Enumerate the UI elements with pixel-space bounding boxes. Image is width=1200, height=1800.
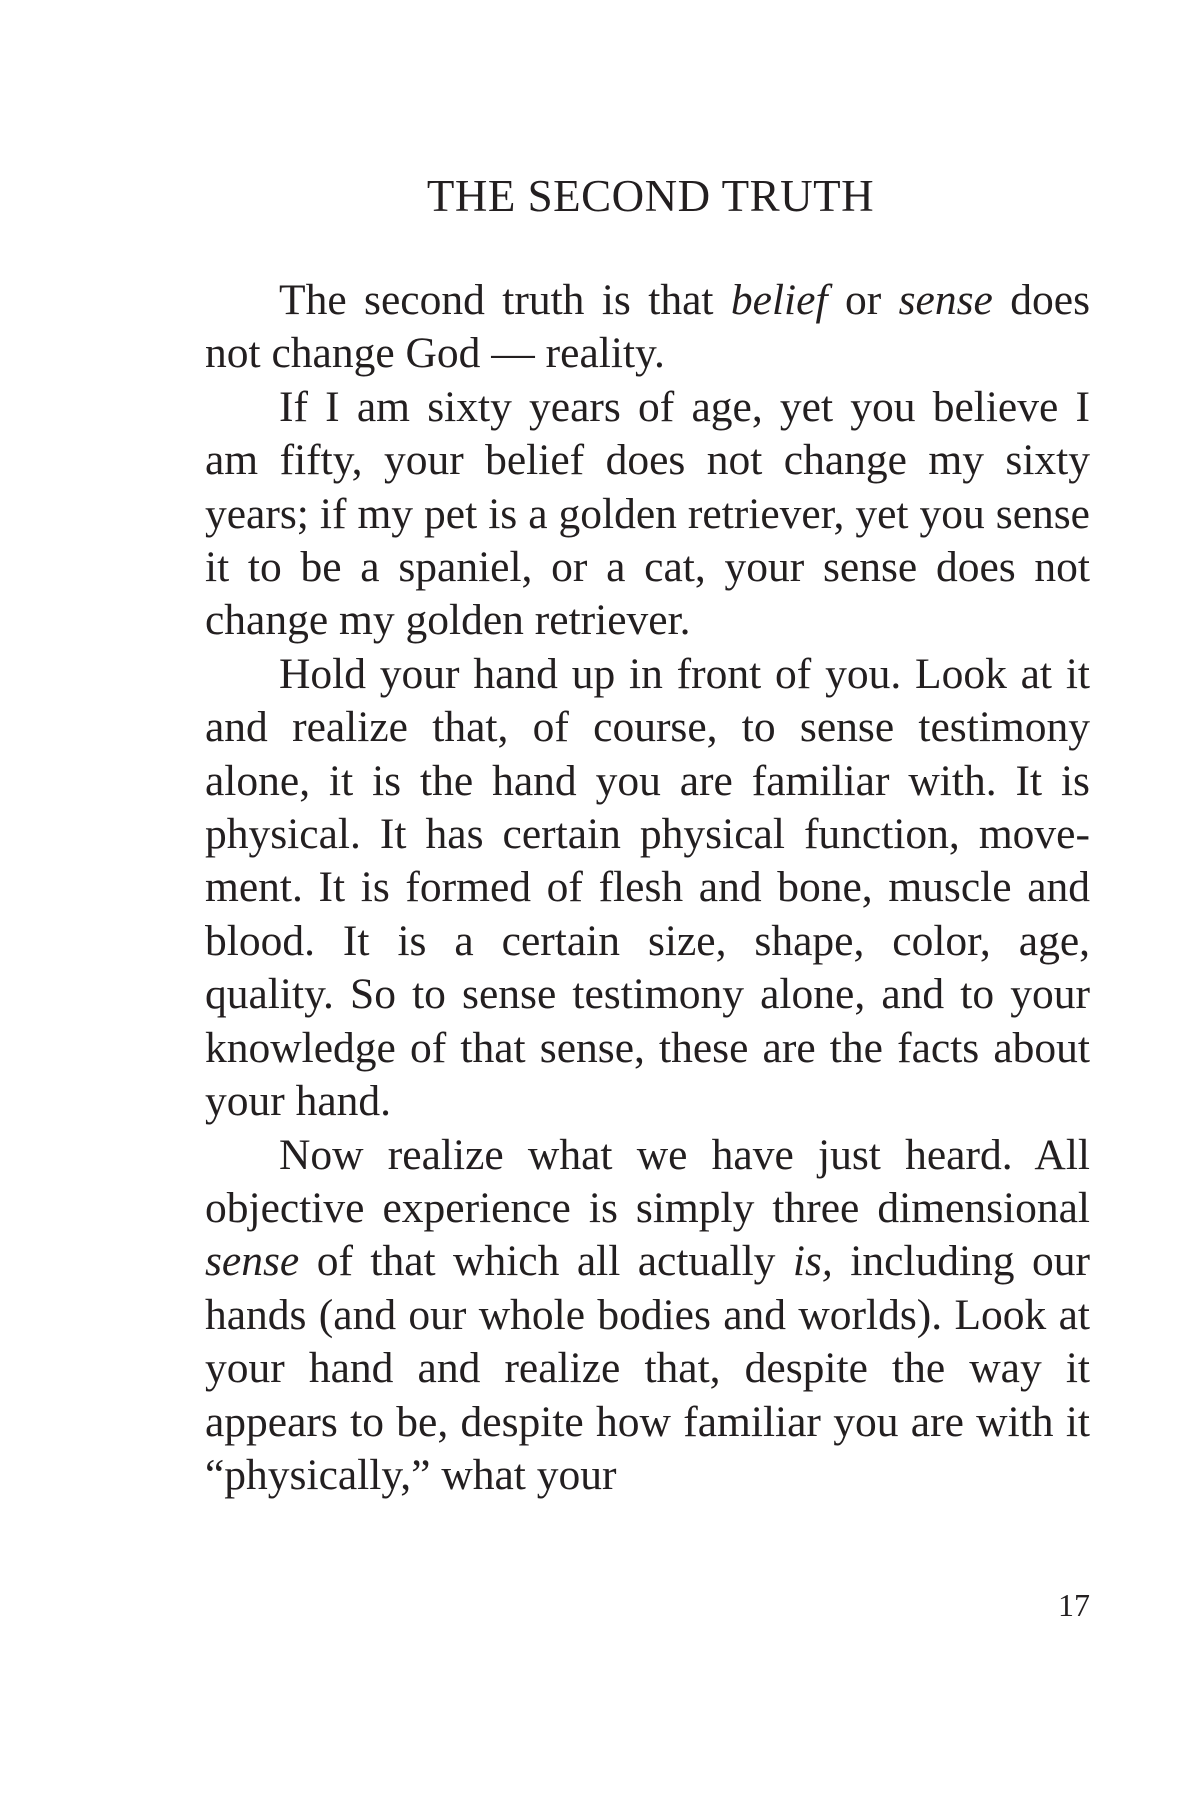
paragraph-1-text: does not change God — reality. xyxy=(205,276,1090,378)
paragraph-1-text: or xyxy=(827,276,899,324)
page-number: 17 xyxy=(1058,1587,1090,1623)
paragraph-4-text: including our hands (and our whole bodies and worlds). Look at your hand and realize that, despite the way it appears to be, despite how familiar you are with it “physically,” what your xyxy=(205,1237,1090,1499)
paragraph-1-emphasis-sense: sense xyxy=(898,276,993,324)
paragraph-1-text: The second truth is that xyxy=(279,276,731,324)
paragraph-2-text: If I am sixty years of age, yet you believe I am fifty, your belief does not change my sixty years; if my pet is a golden retriever, yet you sense it to be a spaniel, or a cat, your sense does not change my golden retriever. xyxy=(205,382,1090,645)
body-text xyxy=(205,274,1090,1502)
paragraph-4 xyxy=(205,1129,1090,1503)
book-page xyxy=(205,0,1090,1800)
paragraph-2 xyxy=(205,381,1090,648)
paragraph-4-emphasis-sense: sense xyxy=(205,1237,300,1286)
paragraph-3-text: Hold your hand up in front of you. Look at it and realize that, of course, to sense testimony alone, it is the hand you are familiar with. It is physical. It has certain physical function, movement. It is formed of flesh and bone, muscle and blood. It is a certain size, shape, color, age, quality. So to sense testimony alone, and to your knowledge of that sense, these are the facts about your hand. xyxy=(205,649,1090,1126)
paragraph-1-emphasis-belief: belief xyxy=(730,276,828,324)
paragraph-1 xyxy=(205,274,1090,381)
paragraph-4-text: of that which all actually xyxy=(299,1237,793,1286)
paragraph-4-text: Now realize what we have just heard. All objective experience is simply three dimensional xyxy=(205,1130,1090,1232)
chapter-title: THE SECOND TRUTH xyxy=(426,171,875,221)
paragraph-3 xyxy=(205,648,1090,1129)
paragraph-4-emphasis-is: is, xyxy=(792,1237,833,1286)
